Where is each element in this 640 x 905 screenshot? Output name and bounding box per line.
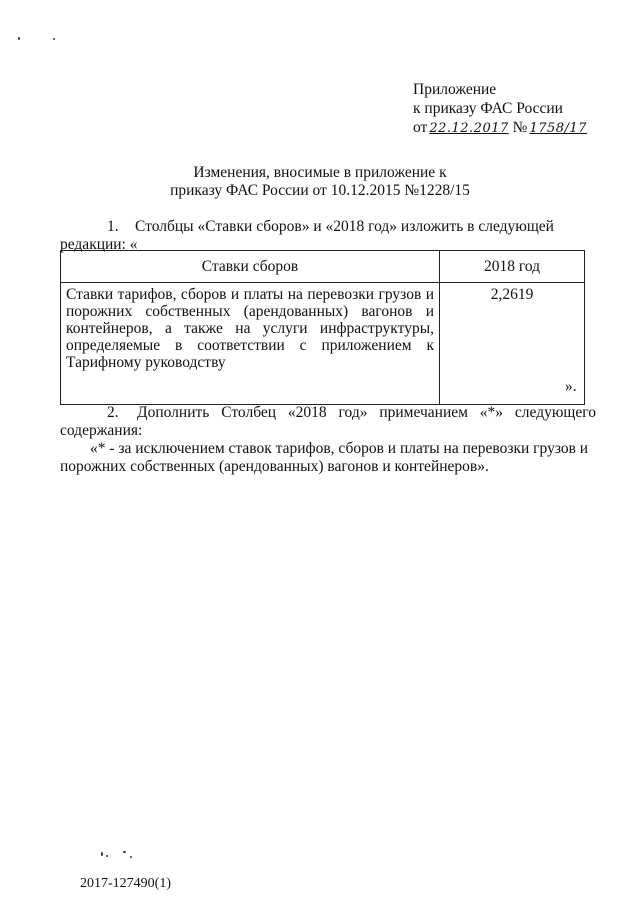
item-1-continuation: редакции: « xyxy=(60,236,138,253)
item-2-continuation: содержания: xyxy=(60,422,143,439)
rates-table xyxy=(60,250,585,405)
rate-description-cell: Ставки тарифов, сборов и платы на перевозки грузов и порожних собственных (арендованных) вагонов и контейнеров, а также на услуги инфраструктуры, определяемые в соответствии с приложением к Тарифному руководству xyxy=(61,283,440,405)
title-line-1: Изменения, вносимые в приложение к xyxy=(193,164,447,181)
column-header-rates: Ставки сборов xyxy=(61,251,440,283)
table-row xyxy=(61,283,585,405)
number-label: № xyxy=(512,119,528,136)
document-id: 2017-127490(1) xyxy=(80,876,171,891)
scan-speck xyxy=(123,851,126,853)
scan-speck xyxy=(53,38,55,40)
note-line-2: порожних собственных (арендованных) вагонов и контейнеров». xyxy=(60,458,489,475)
table-header-row xyxy=(61,251,585,283)
from-label: от xyxy=(413,119,428,136)
table-closing-quote: ». xyxy=(565,378,577,395)
rate-value-cell: 2,2619 xyxy=(440,283,585,405)
scan-speck xyxy=(130,856,132,858)
appendix-header xyxy=(413,80,587,138)
item-1-text: Столбцы «Ставки сборов» и «2018 год» изложить в следующей xyxy=(135,218,554,235)
column-header-2018: 2018 год xyxy=(440,251,585,283)
handwritten-number: 1758/17 xyxy=(529,121,587,136)
document-title xyxy=(0,164,640,200)
item-2-text: Дополнить Столбец «2018 год» примечанием «*» следующего xyxy=(137,404,596,421)
order-date-number xyxy=(413,118,587,138)
item-2-number: 2. xyxy=(107,404,119,421)
scan-speck xyxy=(18,37,20,40)
appendix-label: Приложение xyxy=(413,81,497,98)
handwritten-date: 22.12.2017 xyxy=(429,121,509,136)
item-2 xyxy=(60,404,596,422)
title-line-2: приказу ФАС России от 10.12.2015 №1228/15 xyxy=(170,182,470,199)
item-1 xyxy=(60,218,554,236)
item-1-number: 1. xyxy=(107,218,119,235)
scan-speck xyxy=(106,855,108,857)
note-line-1: «* - за исключением ставок тарифов, сборов и платы на перевозки грузов и xyxy=(90,440,589,457)
order-reference: к приказу ФАС России xyxy=(413,100,563,117)
scan-speck xyxy=(101,852,103,856)
